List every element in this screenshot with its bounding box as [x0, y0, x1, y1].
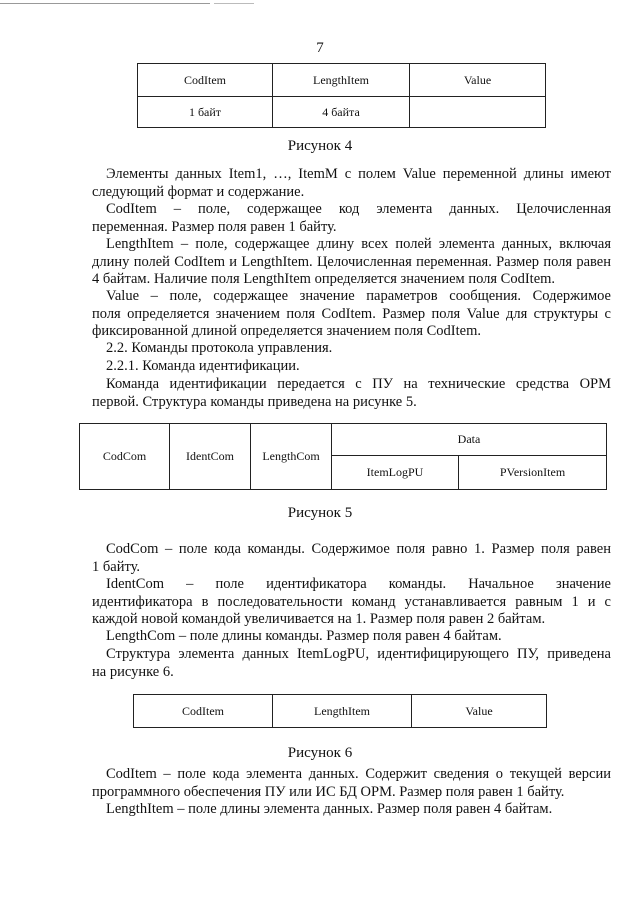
figure-6-caption: Рисунок 6: [287, 745, 353, 761]
fig4-cell-value-size: [410, 97, 546, 128]
paragraph-value: Value – поле, содержащее значение параметров сообщения. Содержимое поля определяется значением поля CodItem. Размер поля Value для структуры с фиксированной длиной определяется значением поля CodItem.: [92, 288, 611, 339]
fig6-header-value: Value: [412, 695, 547, 728]
fig5-header-lengthcom: LengthCom: [251, 424, 332, 490]
paragraph-lengthitem-size: LengthItem – поле длины элемента данных. Размер поля равен 4 байтам.: [106, 801, 553, 817]
section-heading-2-2: 2.2. Команды протокола управления.: [106, 340, 333, 356]
paragraph-items-format: Элементы данных Item1, …, ItemM с полем Value переменной длины имеют следующий формат и содержание.: [92, 166, 611, 200]
paragraph-coditem-version: CodItem – поле кода элемента данных. Содержит сведения о текущей версии программного обеспечения ПУ или ИС БД ОРМ. Размер поля равен 1 байту.: [92, 766, 611, 800]
paragraph-lengthcom: LengthCom – поле длины команды. Размер поля равен 4 байтам.: [106, 628, 502, 644]
figure-4-table: [137, 63, 546, 128]
fig5-header-data: Data: [332, 424, 607, 456]
fig4-cell-coditem-size: 1 байт: [138, 97, 273, 128]
paragraph-itemlogpu-structure: Структура элемента данных ItemLogPU, идентифицирующего ПУ, приведена на рисунке 6.: [92, 646, 611, 680]
fig4-cell-lengthitem-size: 4 байта: [273, 97, 410, 128]
top-rule-short: [214, 3, 254, 4]
paragraph-lengthitem: LengthItem – поле, содержащее длину всех полей элемента данных, включая длину полей CodItem и LengthItem. Целочисленная переменная. Размер поля равен 4 байтам. Наличие поля LengthItem определяется значением поля CodItem.: [92, 236, 611, 287]
figure-5-caption: Рисунок 5: [287, 505, 353, 521]
paragraph-identcom: IdentCom – поле идентификатора команды. Начальное значение идентификатора в последовательности команд устанавливается равным 1 и с каждой новой командой увеличивается на 1. Размер поля равен 2 байтам.: [92, 576, 611, 627]
paragraph-coditem: CodItem – поле, содержащее код элемента данных. Целочисленная переменная. Размер поля равен 1 байту.: [92, 201, 611, 235]
fig4-header-lengthitem: LengthItem: [273, 64, 410, 97]
fig5-header-codcom: CodCom: [80, 424, 170, 490]
paragraph-identification-command: Команда идентификации передается с ПУ на технические средства ОРМ первой. Структура команды приведена на рисунке 5.: [92, 376, 611, 410]
figure-6-table: [133, 694, 547, 728]
fig5-subheader-pversionitem: PVersionItem: [459, 456, 607, 490]
fig5-header-identcom: IdentCom: [170, 424, 251, 490]
fig6-header-coditem: CodItem: [134, 695, 273, 728]
fig4-header-coditem: CodItem: [138, 64, 273, 97]
figure-4-caption: Рисунок 4: [287, 138, 353, 154]
fig6-header-lengthitem: LengthItem: [273, 695, 412, 728]
figure-5-table: [79, 423, 607, 490]
paragraph-codcom: CodCom – поле кода команды. Содержимое поля равно 1. Размер поля равен 1 байту.: [92, 541, 611, 575]
section-heading-2-2-1: 2.2.1. Команда идентификации.: [106, 358, 300, 374]
fig4-header-value: Value: [410, 64, 546, 97]
page-number: 7: [316, 40, 324, 56]
top-rule: [0, 3, 210, 4]
fig5-subheader-itemlogpu: ItemLogPU: [332, 456, 459, 490]
